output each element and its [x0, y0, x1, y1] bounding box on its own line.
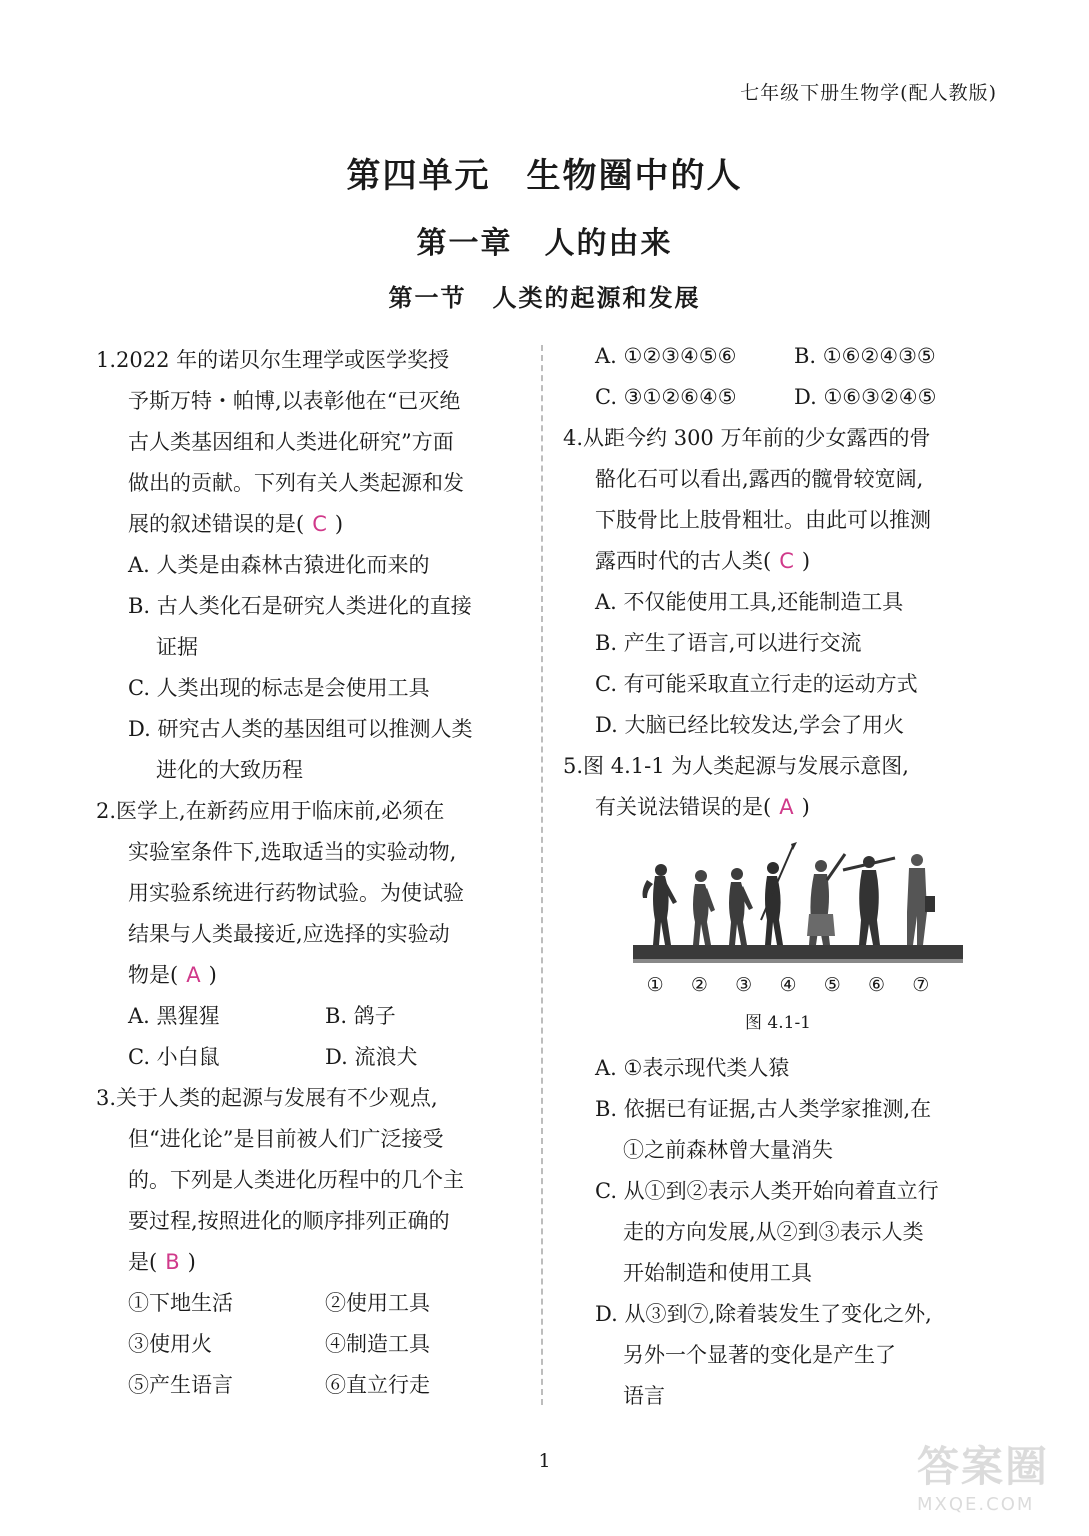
question-3-line: 但“进化论”是目前被人们广泛接受 — [128, 1127, 444, 1151]
question-3-stem-end: 是( — [128, 1250, 158, 1274]
watermark-chars: 答案圈 — [917, 1442, 1050, 1491]
option-b: B. 鸽子 — [325, 1004, 396, 1028]
question-1-line — [96, 504, 522, 545]
option-c: C. 人类出现的标志是会使用工具 — [128, 676, 430, 700]
figure-label: ⑥ — [868, 974, 886, 996]
option-a: A. ①表示现代类人猿 — [595, 1056, 790, 1080]
watermark-logo — [917, 1434, 1077, 1524]
figure-label: ② — [690, 974, 708, 996]
option-c-cont: 开始制造和使用工具 — [623, 1261, 812, 1285]
question-4-line: 下肢骨比上肢骨粗壮。由此可以推测 — [595, 508, 931, 532]
question-1-line: 古人类基因组和人类进化研究”方面 — [128, 430, 454, 454]
option-d-cont: 语言 — [623, 1384, 665, 1408]
option-c: C. 小白鼠 — [128, 1045, 220, 1069]
option-d: D. 流浪犬 — [325, 1045, 418, 1069]
question-5 — [563, 746, 993, 1417]
question-2-line: 实验室条件下,选取适当的实验动物, — [128, 840, 457, 864]
chapter-title: 第一章 人的由来 — [416, 226, 673, 261]
figure-label: ① — [646, 974, 664, 996]
item-5: ⑤产生语言 — [128, 1373, 233, 1397]
bracket-close: ) — [801, 795, 810, 819]
option-a: A. 人类是由森林古猿进化而来的 — [128, 553, 430, 577]
answer-mark: C — [779, 549, 794, 573]
question-2-line: 结果与人类最接近,应选择的实验动 — [128, 922, 450, 946]
option-b-cont: ①之前森林曾大量消失 — [623, 1138, 833, 1162]
question-3-line: 的。下列是人类进化历程中的几个主 — [128, 1168, 464, 1192]
option-b: B. 产生了语言,可以进行交流 — [595, 631, 862, 655]
option-c: C. ③①②⑥④⑤ — [595, 385, 737, 409]
watermark-url: MXQE.COM — [917, 1494, 1035, 1515]
question-1-line: 做出的贡献。下列有关人类起源和发 — [128, 471, 464, 495]
figure-labels — [563, 972, 943, 998]
option-c: C. 有可能采取直立行走的运动方式 — [595, 672, 918, 696]
item-4: ④制造工具 — [325, 1332, 430, 1356]
option-b: B. ①⑥②④③⑤ — [794, 344, 936, 368]
question-1 — [96, 340, 522, 791]
question-4-line: 4.从距今约 300 万年前的少女露西的骨 — [563, 426, 931, 450]
item-6: ⑥直立行走 — [325, 1373, 430, 1397]
option-c: C. 从①到②表示人类开始向着直立行 — [595, 1179, 939, 1203]
answer-mark: A — [186, 963, 201, 987]
question-5-stem-end: 有关说法错误的是( — [595, 795, 772, 819]
figure-label: ④ — [779, 974, 797, 996]
option-d-cont: 进化的大致历程 — [156, 758, 303, 782]
option-c-cont: 走的方向发展,从②到③表示人类 — [623, 1220, 924, 1244]
bracket-close: ) — [208, 963, 217, 987]
option-d: D. 大脑已经比较发达,学会了用火 — [595, 713, 905, 737]
item-1: ①下地生活 — [128, 1291, 233, 1315]
question-4-line — [563, 541, 993, 582]
page-number: 1 — [538, 1450, 551, 1472]
options-row — [96, 1037, 522, 1078]
question-4-line: 骼化石可以看出,露西的髋骨较宽阔, — [595, 467, 924, 491]
option-d: D. 研究古人类的基因组可以推测人类 — [128, 717, 473, 741]
question-2 — [96, 791, 522, 1078]
figure-caption: 图 4.1-1 — [745, 1013, 811, 1033]
q3-options-row — [563, 377, 993, 418]
option-b-cont: 证据 — [156, 635, 198, 659]
right-column — [563, 336, 993, 1417]
figure-label: ⑦ — [912, 974, 930, 996]
options-row — [96, 996, 522, 1037]
question-2-line: 用实验系统进行药物试验。为使试验 — [128, 881, 464, 905]
option-a: A. ①②③④⑤⑥ — [595, 344, 737, 368]
question-5-line — [563, 787, 993, 828]
items-row — [96, 1283, 522, 1324]
question-3 — [96, 1078, 522, 1406]
option-d-cont: 另外一个显著的变化是产生了 — [623, 1343, 896, 1367]
section-title: 第一节 人类的起源和发展 — [388, 284, 701, 312]
items-row — [96, 1324, 522, 1365]
question-4-stem-end: 露西时代的古人类( — [595, 549, 772, 573]
figure-label: ③ — [735, 974, 753, 996]
question-3-line: 3.关于人类的起源与发展有不少观点, — [96, 1086, 438, 1110]
option-a: A. 不仅能使用工具,还能制造工具 — [595, 590, 904, 614]
answer-mark: C — [312, 512, 327, 536]
bracket-close: ) — [801, 549, 811, 573]
question-1-line: 予斯万特・帕博,以表彰他在“已灭绝 — [128, 389, 461, 413]
unit-title: 第四单元 生物圈中的人 — [346, 156, 743, 196]
column-divider — [541, 345, 543, 1405]
book-title-header: 七年级下册生物学(配人教版) — [740, 82, 997, 104]
left-column — [96, 340, 522, 1406]
q3-options-row — [563, 336, 993, 377]
figure-label: ⑤ — [823, 974, 841, 996]
question-3-line: 要过程,按照进化的顺序排列正确的 — [128, 1209, 450, 1233]
bracket-close: ) — [187, 1250, 196, 1274]
question-2-line — [96, 955, 522, 996]
option-d: D. ①⑥③②④⑤ — [794, 385, 937, 409]
question-2-line: 2.医学上,在新药应用于临床前,必须在 — [96, 799, 445, 823]
option-a: A. 黑猩猩 — [128, 1004, 220, 1028]
question-4 — [563, 418, 993, 746]
answer-mark: B — [165, 1250, 180, 1274]
option-b: B. 古人类化石是研究人类进化的直接 — [128, 594, 472, 618]
question-5-line: 5.图 4.1-1 为人类起源与发展示意图, — [563, 754, 909, 778]
items-row — [96, 1365, 522, 1406]
answer-mark: A — [779, 795, 794, 819]
human-evolution-figure — [633, 840, 963, 970]
item-2: ②使用工具 — [325, 1291, 430, 1315]
item-3: ③使用火 — [128, 1332, 212, 1356]
option-d: D. 从③到⑦,除着装发生了变化之外, — [595, 1302, 932, 1326]
question-3-line — [96, 1242, 522, 1283]
bracket-close: ) — [334, 512, 344, 536]
option-b: B. 依据已有证据,古人类学家推测,在 — [595, 1097, 932, 1121]
question-2-stem-end: 物是( — [128, 963, 179, 987]
question-1-stem-end: 展的叙述错误的是( — [128, 512, 305, 536]
evolution-silhouettes-image — [633, 840, 963, 970]
question-1-line: 1.2022 年的诺贝尔生理学或医学奖授 — [96, 348, 450, 372]
